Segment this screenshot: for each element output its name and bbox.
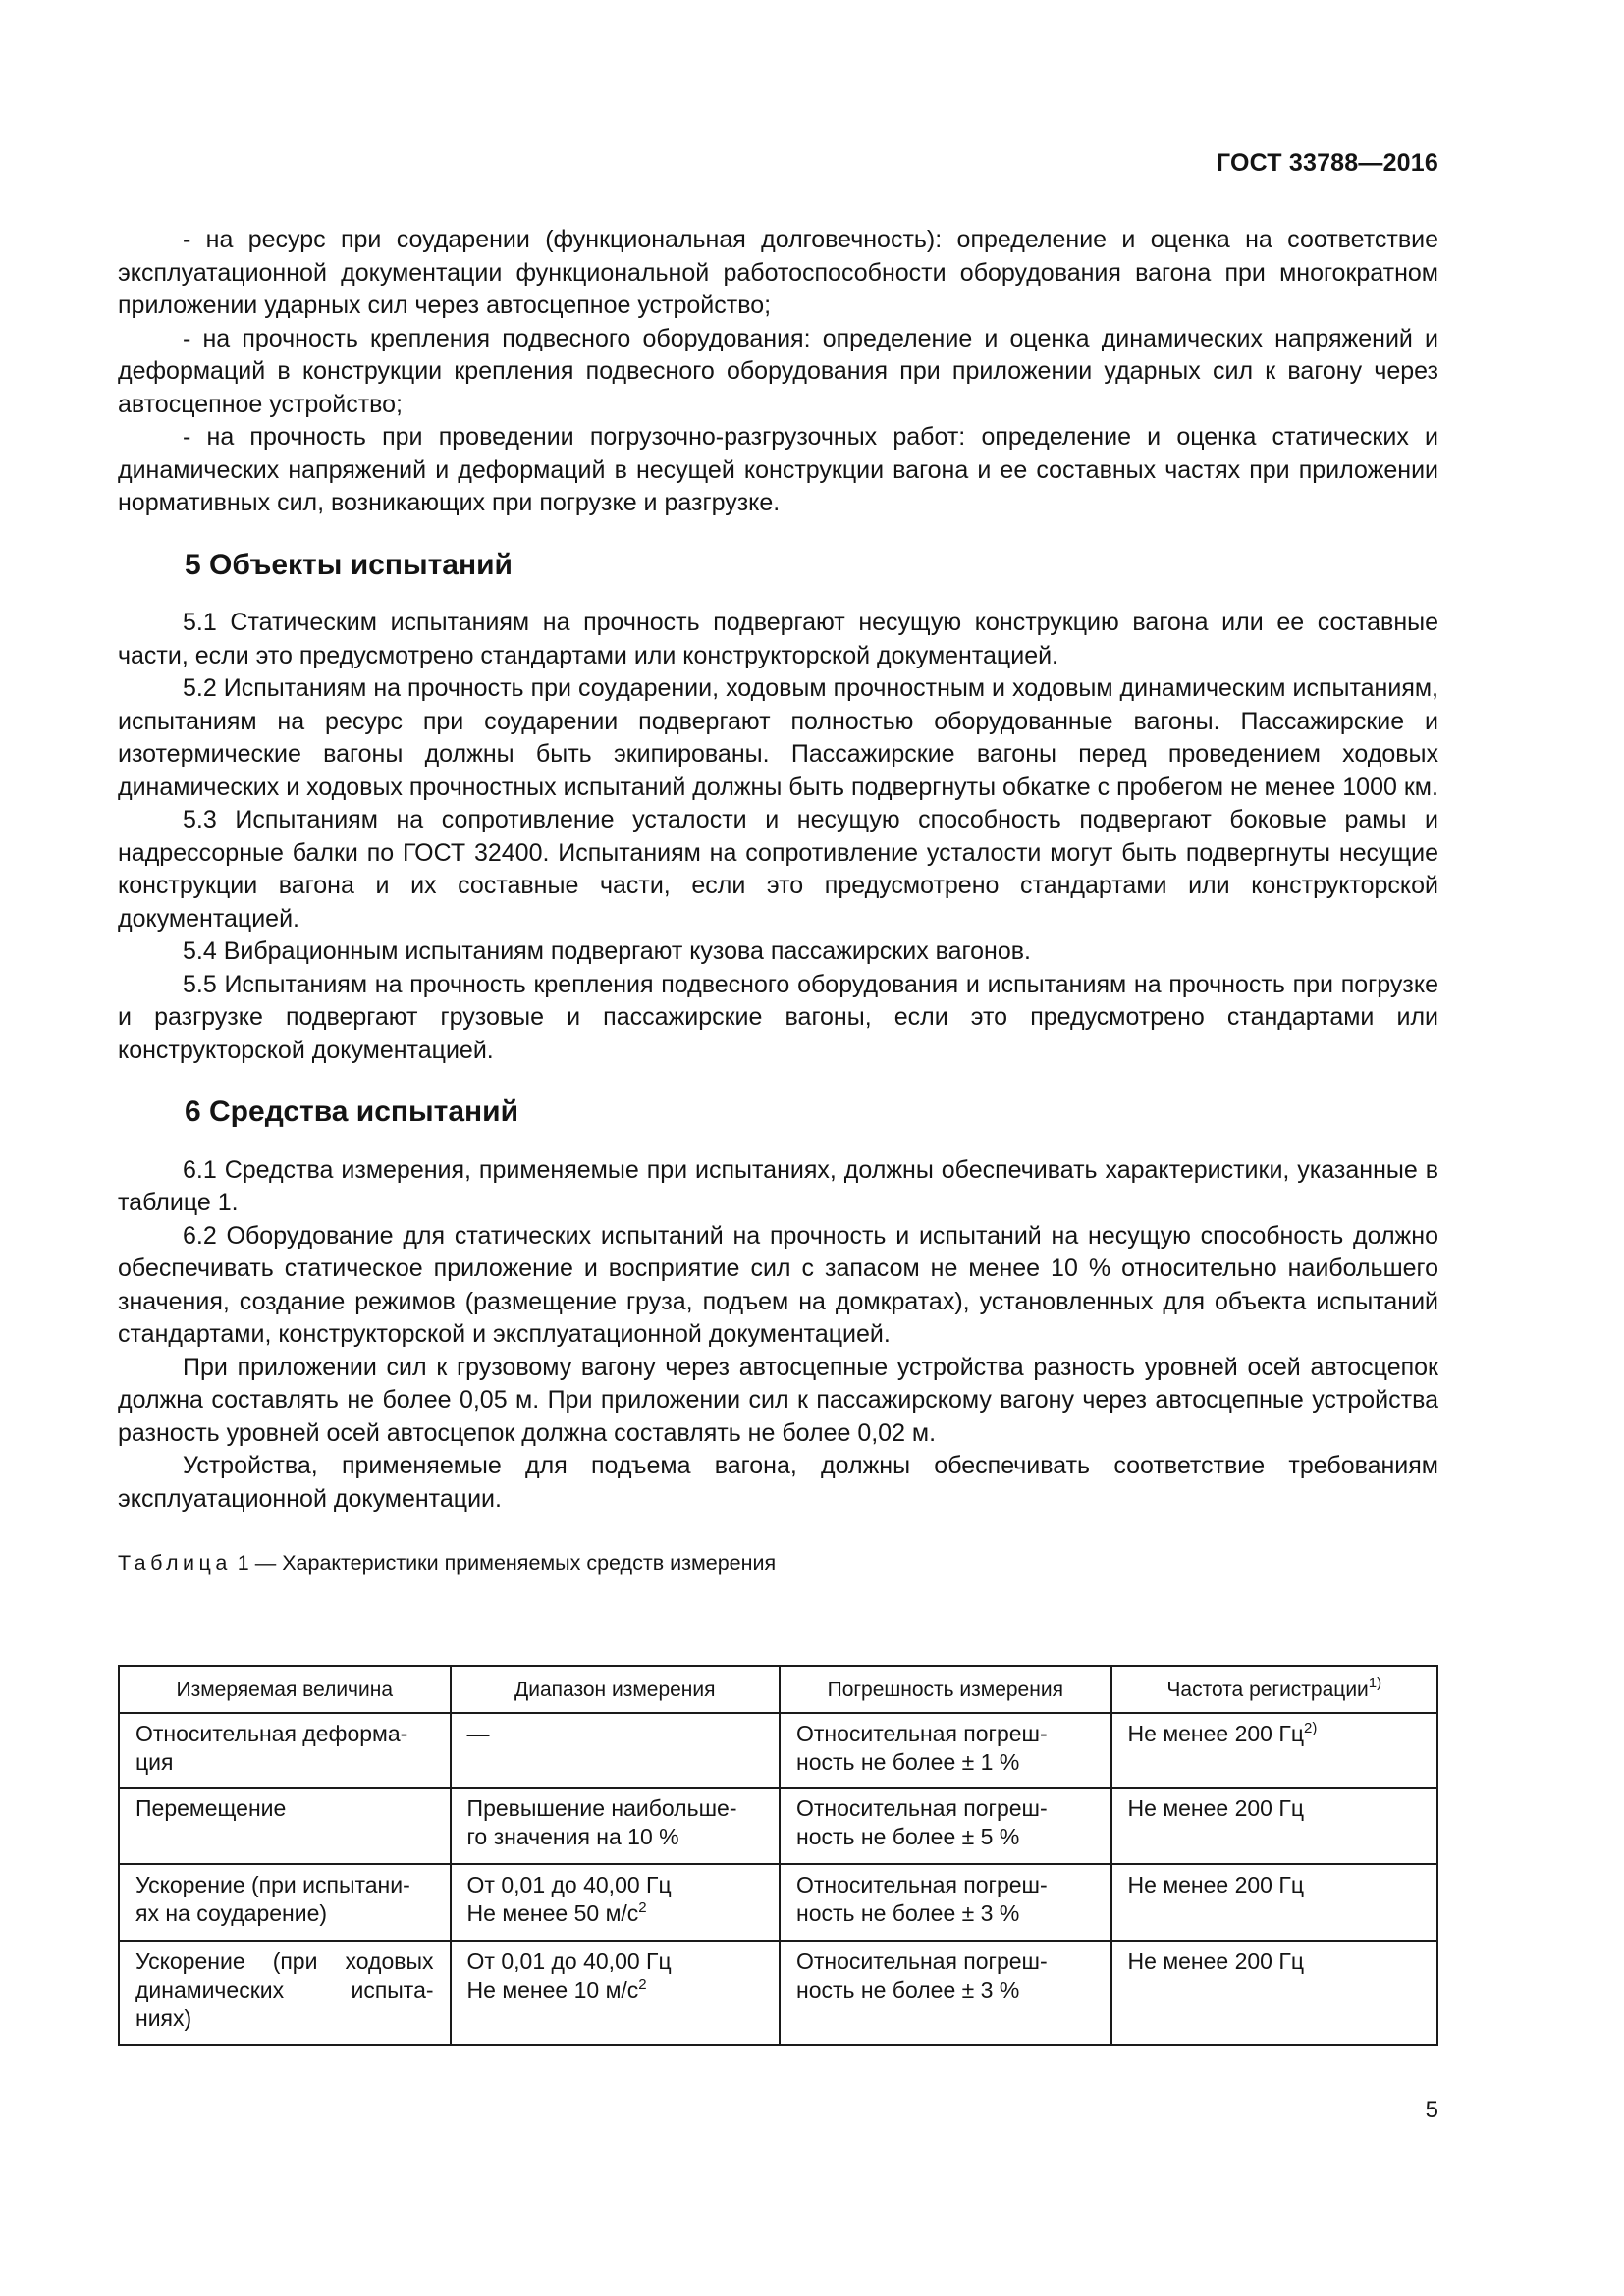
- cell-error: [780, 1941, 1111, 2045]
- table-header-row: [119, 1666, 1437, 1713]
- cell-frequency: Не менее 200 Гц: [1111, 1941, 1437, 2045]
- cell-line: го значения на 10 %: [466, 1824, 679, 1849]
- measurement-table: [118, 1665, 1438, 2046]
- cell-line: ях на соударение): [135, 1900, 328, 1926]
- section-5-paragraph: 5.3 Испытаниям на сопротивление усталости и несущую способность подвергают боковые рамы и надрессорные балки по ГОСТ 32400. Испытаниям на сопротивление усталости могут быть подвергнуты несущие конструкции вагона и их составные части, если это предусмотрено стандартами или конструкторской документацией.: [118, 806, 1438, 933]
- cell-line: ниях): [135, 2005, 192, 2031]
- cell-line: Относительная деформа-: [135, 1721, 408, 1746]
- cell-line: Ускорение (при испытани-: [135, 1872, 410, 1897]
- cell-line: ность не более ± 5 %: [796, 1824, 1020, 1849]
- table-row: [119, 1713, 1437, 1788]
- table-caption: [118, 1549, 1438, 1576]
- cell-line: ность не более ± 3 %: [796, 1900, 1020, 1926]
- cell-range: [451, 1941, 780, 2045]
- intro-item: - на прочность при проведении погрузочно-разгрузочных работ: определение и оценка статических и динамических напряжений и деформаций в несущей конструкции вагона и ее составных частях при приложении нормативных сил, возникающих при погрузке и разгрузке.: [118, 423, 1438, 516]
- section-6-paragraph: Устройства, применяемые для подъема вагона, должны обеспечивать соответствие требованиям эксплуатационной документации.: [118, 1452, 1438, 1513]
- footnote-ref: 2): [1304, 1720, 1318, 1736]
- table-row: [119, 1864, 1437, 1941]
- section-6-paragraph: При приложении сил к грузовому вагону через автосцепные устройства разность уровней осей автосцепок должна составлять не более 0,05 м. При приложении сил к пассажирскому вагону через автосцепные устройства разность уровней осей автосцепок должна составлять не более 0,02 м.: [118, 1353, 1438, 1447]
- cell-line: От 0,01 до 40,00 Гц: [466, 1949, 672, 1974]
- cell-line: динамических испыта-: [135, 1977, 434, 2002]
- cell-line: Относительная погреш-: [796, 1795, 1048, 1821]
- header-recording-frequency-text: Частота регистрации: [1166, 1678, 1369, 1701]
- cell-line: Ускорение (при ходовых: [135, 1949, 434, 1974]
- section-6-paragraph: 6.2 Оборудование для статических испытаний на прочность и испытаний на несущую способность должно обеспечивать статическое приложение и восприятие сил с запасом не менее 10 % относительно наибольшего значения, создание режимов (размещение груза, подъем на домкратах), установленных для объекта испытаний стандартами, конструкторской и эксплуатационной документацией.: [118, 1221, 1438, 1348]
- cell-error: [780, 1713, 1111, 1788]
- cell-frequency: [1111, 1713, 1437, 1788]
- header-measured-quantity: Измеряемая величина: [119, 1666, 451, 1713]
- header-recording-frequency: [1111, 1666, 1437, 1713]
- cell-line: ность не более ± 1 %: [796, 1749, 1020, 1775]
- document-code: ГОСТ 33788—2016: [1216, 149, 1438, 177]
- cell-line: ность не более ± 3 %: [796, 1977, 1020, 2002]
- document-body: [118, 224, 1438, 1576]
- intro-item: - на ресурс при соударении (функциональная долговечность): определение и оценка на соответствие эксплуатационной документации функциональной работоспособности оборудования вагона при многократном приложении ударных сил через автосцепное устройство;: [118, 226, 1438, 319]
- cell-line: Превышение наибольше-: [466, 1795, 737, 1821]
- header-measurement-range: Диапазон измерения: [451, 1666, 780, 1713]
- cell-line: Относительная погреш-: [796, 1949, 1048, 1974]
- section-5-paragraph: 5.1 Статическим испытаниям на прочность подвергают несущую конструкцию вагона или ее составные части, если это предусмотрено стандартами или конструкторской документацией.: [118, 609, 1438, 669]
- cell-line: От 0,01 до 40,00 Гц: [466, 1872, 672, 1897]
- cell-frequency: Не менее 200 Гц: [1111, 1788, 1437, 1864]
- cell-line: Относительная погреш-: [796, 1872, 1048, 1897]
- cell-quantity: [119, 1864, 451, 1941]
- cell-error: [780, 1864, 1111, 1941]
- cell-quantity: [119, 1788, 451, 1864]
- intro-item: - на прочность крепления подвесного оборудования: определение и оценка динамических напряжений и деформаций в конструкции крепления подвесного оборудования при приложении ударных сил к вагону через автосцепное устройство;: [118, 324, 1438, 418]
- section-5-paragraph: 5.4 Вибрационным испытаниям подвергают кузова пассажирских вагонов.: [183, 937, 1031, 965]
- cell-frequency: Не менее 200 Гц: [1111, 1864, 1437, 1941]
- cell-quantity: [119, 1713, 451, 1788]
- cell-error: [780, 1788, 1111, 1864]
- page-number: 5: [1425, 2097, 1438, 2123]
- section-5-heading: 5 Объекты испытаний: [185, 548, 513, 581]
- superscript: 2: [638, 1976, 647, 1993]
- cell-range: —: [451, 1713, 780, 1788]
- header-measurement-error: Погрешность измерения: [780, 1666, 1111, 1713]
- section-5-paragraph: 5.2 Испытаниям на прочность при соударении, ходовым прочностным и ходовым динамическим испытаниям, испытаниям на ресурс при соударении подвергают полностью оборудованные вагоны. Пассажирские и изотермические вагоны должны быть экипированы. Пассажирские вагоны перед проведением ходовых динамических и ходовых прочностных испытаний должны быть подвергнуты обкатке с пробегом не менее 1000 км.: [118, 674, 1438, 801]
- section-6-heading: 6 Средства испытаний: [185, 1095, 519, 1128]
- section-5-paragraph: 5.5 Испытаниям на прочность крепления подвесного оборудования и испытаниям на прочность при погрузке и разгрузке подвергают грузовые и пассажирские вагоны, если это предусмотрено стандартами или конструкторской документацией.: [118, 970, 1438, 1064]
- cell-line: ция: [135, 1749, 174, 1775]
- cell-line: Относительная погреш-: [796, 1721, 1048, 1746]
- cell-line: Перемещение: [135, 1795, 287, 1821]
- table-caption-text: 1 — Характеристики применяемых средств измерения: [231, 1551, 777, 1575]
- cell-quantity: [119, 1941, 451, 2045]
- superscript: 2: [638, 1899, 647, 1916]
- cell-range: [451, 1788, 780, 1864]
- table-row: [119, 1788, 1437, 1864]
- cell-line: Не менее 10 м/с: [466, 1977, 639, 2002]
- section-6-paragraph: 6.1 Средства измерения, применяемые при испытаниях, должны обеспечивать характеристики, указанные в таблице 1.: [118, 1155, 1438, 1216]
- cell-line: Не менее 50 м/с: [466, 1900, 639, 1926]
- table-row: [119, 1941, 1437, 2045]
- cell-line: Не менее 200 Гц: [1127, 1721, 1304, 1746]
- cell-range: [451, 1864, 780, 1941]
- footnote-ref: 1): [1368, 1674, 1382, 1691]
- table-caption-label: Таблица: [118, 1551, 232, 1575]
